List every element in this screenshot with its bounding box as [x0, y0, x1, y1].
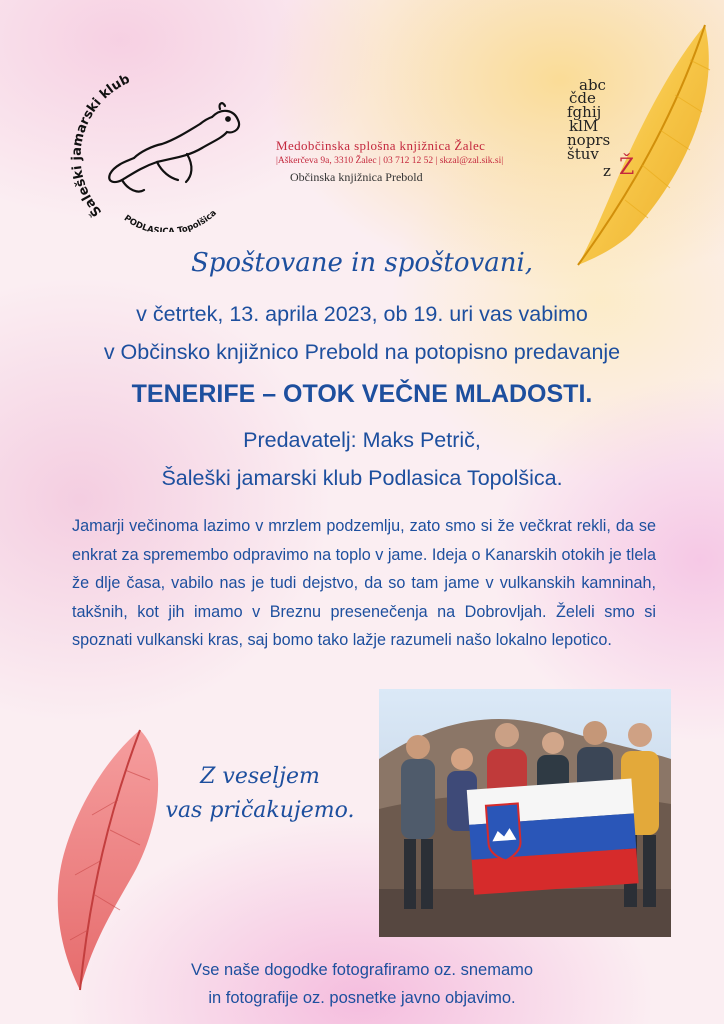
library-address: |Aškerčeva 9a, 3310 Žalec | 03 712 12 52 | skzal@zal.sik.si|: [276, 156, 504, 166]
alphabet-logo: [565, 78, 645, 188]
slovenian-flag-icon: [467, 779, 639, 895]
invitation-place-line: v Občinsko knjižnico Prebold na potopisno predavanje: [103, 340, 621, 364]
footer-line-2: in fotografije oz. posnetke javno objavimo.: [208, 989, 516, 1007]
alphabet-row: klM: [569, 117, 599, 135]
alphabet-row: štuv: [567, 145, 599, 163]
logo-bottom-text: PODLASI A Topolšica: [121, 208, 219, 232]
library-branch: Občinska knjižnica Prebold: [290, 170, 423, 184]
alphabet-row: noprs: [567, 131, 611, 149]
closing-line-1: Z veseljem: [200, 764, 320, 789]
footer-line-1: Vse naše dogodke fotografiramo oz. snemamo: [190, 961, 534, 979]
lecturer-line: Predavatelj: Maks Petrič,: [243, 428, 481, 452]
lecture-title: TENERIFE – OTOK VEČNE MLADOSTI.: [131, 380, 593, 408]
closing-line-2: vas pričakujemo.: [165, 798, 355, 823]
alphabet-row: abc: [579, 76, 606, 94]
footer-notice: [0, 956, 724, 1012]
logo-top-text: Šaleški jamarski klub: [69, 71, 133, 220]
description-paragraph: Jamarji večinoma lazimo v mrzlem podzemlju, zato smo si že večkrat rekli, da se enkrat za spremembo odpravimo na toplo v jame. Ideja o Kanarskih otokih je tlela že dlje časa, vabilo nas je tudi dejstvo, da so tam jame v vulkanskih kamninah, takšnih, kot jih imamo v Breznu presenečenja na Dobrovljah. Želeli smo si spoznati vulkanski kras, saj bomo tako lažje razumeli našo lokalno lepotico.: [72, 517, 656, 649]
invitation-date-line: v četrtek, 13. aprila 2023, ob 19. uri vas vabimo: [136, 302, 588, 326]
library-name: Medobčinska splošna knjižnica Žalec: [276, 138, 486, 153]
closing-text: [150, 760, 370, 828]
alphabet-row: čde: [569, 89, 596, 107]
weasel-icon: [109, 103, 239, 191]
alphabet-row: z: [603, 162, 611, 180]
alphabet-row: fghij: [567, 103, 602, 121]
group-photo: [379, 689, 671, 937]
club-line: Šaleški jamarski klub Podlasica Topolšica.: [161, 466, 563, 490]
greeting: Spoštovane in spoštovani,: [190, 248, 534, 278]
library-info: [276, 138, 586, 185]
club-logo: [62, 62, 252, 232]
alphabet-accent-letter: Ž: [619, 155, 635, 180]
